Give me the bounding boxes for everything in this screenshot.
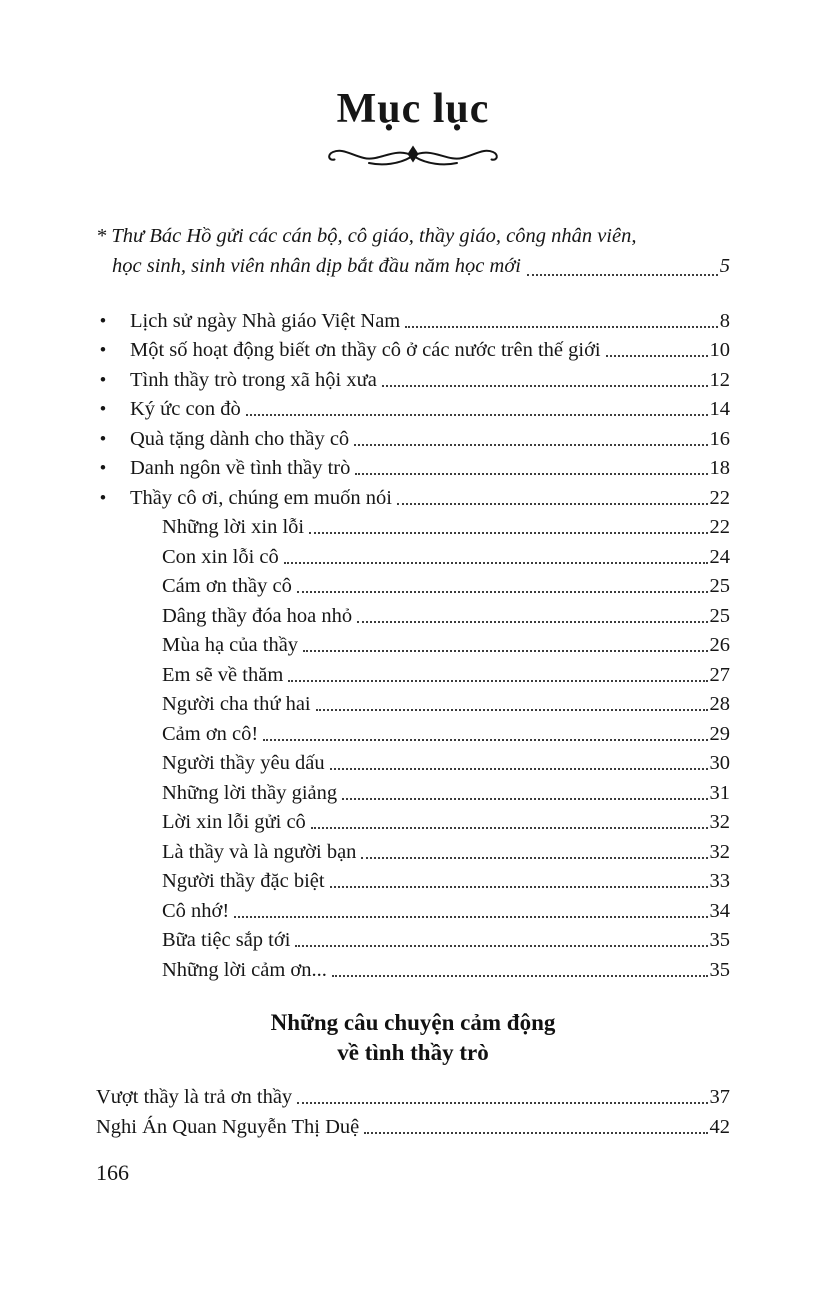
toc-entry-page: 35	[709, 929, 730, 952]
toc-entry	[96, 1109, 730, 1139]
leader-dots	[606, 355, 708, 357]
toc-entry-label: Cám ơn thầy cô	[162, 575, 292, 598]
toc-letter-line2	[96, 252, 730, 281]
toc-subentry	[96, 628, 730, 658]
toc-entry-label: Mùa hạ của thầy	[162, 634, 299, 657]
leader-dots	[284, 562, 708, 564]
toc-entry-label: Tình thầy trò trong xã hội xưa	[130, 368, 377, 391]
leader-dots	[297, 1102, 707, 1104]
toc-entry-label: Quà tặng dành cho thầy cô	[130, 427, 350, 450]
toc-subentry	[96, 657, 730, 687]
toc-entry-label: học sinh, sinh viên nhân dịp bắt đầu năm học mới	[112, 255, 521, 278]
toc-entry-page: 16	[709, 427, 730, 450]
toc-letter-line1: * Thư Bác Hồ gửi các cán bộ, cô giáo, thầy giáo, công nhân viên,	[96, 225, 637, 248]
toc-entry-label: Cảm ơn cô!	[162, 722, 259, 745]
toc-entry-page: 25	[709, 604, 730, 627]
toc-entry-label: Nghi Án Quan Nguyễn Thị Duệ	[96, 1115, 360, 1138]
toc-entry	[96, 451, 730, 481]
page-title: Mục lục	[336, 86, 490, 132]
leader-dots	[397, 503, 708, 505]
toc-subentry	[96, 864, 730, 894]
toc-entry-page: 10	[709, 339, 730, 362]
leader-dots	[311, 827, 708, 829]
toc-subentry	[96, 805, 730, 835]
toc-entry-label: Những lời cảm ơn...	[162, 958, 327, 981]
toc-entry-page: 34	[709, 899, 730, 922]
toc-entry-page: 18	[709, 457, 730, 480]
toc-subentry	[96, 569, 730, 599]
toc-entry-label: Những lời xin lỗi	[162, 516, 305, 539]
section-heading-line2: về tình thầy trò	[337, 1039, 489, 1065]
toc-entry	[96, 421, 730, 451]
toc-entry-label: Bữa tiệc sắp tới	[162, 929, 291, 952]
toc-entry-label: Lịch sử ngày Nhà giáo Việt Nam	[130, 309, 401, 332]
toc-subentry	[96, 598, 730, 628]
bullet-icon: •	[99, 340, 107, 362]
bullet-icon: •	[99, 458, 107, 480]
leader-dots	[332, 975, 708, 977]
toc-entry-label: Vượt thầy là trả ơn thầy	[96, 1086, 293, 1109]
bullet-icon: •	[99, 428, 107, 450]
toc-entry-page: 32	[709, 811, 730, 834]
ornament-divider	[96, 142, 730, 168]
toc-entry	[96, 392, 730, 422]
toc-entry-page: 35	[709, 958, 730, 981]
bullet-icon: •	[99, 399, 107, 421]
toc-list	[96, 303, 730, 982]
toc-entry	[96, 1080, 730, 1110]
toc-entry-page: 5	[719, 255, 730, 278]
section-toc-list	[96, 1080, 730, 1139]
toc-entry-page: 26	[709, 634, 730, 657]
toc-subentry	[96, 834, 730, 864]
leader-dots	[330, 768, 708, 770]
toc-entry-page: 42	[709, 1115, 730, 1138]
leader-dots	[295, 945, 707, 947]
toc-entry-page: 22	[709, 486, 730, 509]
leader-dots	[357, 621, 707, 623]
toc-subentry	[96, 893, 730, 923]
toc-entry	[96, 303, 730, 333]
leader-dots	[364, 1132, 707, 1134]
toc-entry-label: Những lời thầy giảng	[162, 781, 338, 804]
leader-dots	[288, 680, 707, 682]
leader-dots	[297, 591, 708, 593]
toc-entry-label: Em sẽ về thăm	[162, 663, 284, 686]
toc-entry-label: Người thầy yêu dấu	[162, 752, 325, 775]
leader-dots	[342, 798, 707, 800]
toc-subentry	[96, 510, 730, 540]
leader-dots	[355, 473, 707, 475]
leader-dots	[309, 532, 707, 534]
bullet-icon: •	[99, 310, 107, 332]
toc-entry-page: 25	[709, 575, 730, 598]
leader-dots	[246, 414, 708, 416]
toc-letter-entry	[96, 222, 730, 281]
toc-entry-page: 22	[709, 516, 730, 539]
leader-dots	[263, 739, 707, 741]
toc-entry-page: 8	[719, 309, 730, 332]
toc-subentry	[96, 952, 730, 982]
toc-entry-page: 29	[709, 722, 730, 745]
toc-entry-label: Thầy cô ơi, chúng em muốn nói	[130, 486, 392, 509]
toc-entry-page: 24	[709, 545, 730, 568]
toc-entry	[96, 362, 730, 392]
toc-subentry	[96, 716, 730, 746]
toc-entry	[96, 333, 730, 363]
leader-dots	[303, 650, 707, 652]
leader-dots	[234, 916, 707, 918]
toc-entry-page: 14	[709, 398, 730, 421]
leader-dots	[316, 709, 708, 711]
toc-entry-label: Danh ngôn về tình thầy trò	[130, 457, 351, 480]
bullet-icon: •	[99, 487, 107, 509]
toc-entry-label: Cô nhớ!	[162, 899, 230, 922]
toc-entry-page: 33	[709, 870, 730, 893]
toc-entry	[96, 480, 730, 510]
toc-entry-label: Một số hoạt động biết ơn thầy cô ở các nước trên thế giới	[130, 339, 601, 362]
leader-dots	[361, 857, 707, 859]
toc-entry-label: Là thầy và là người bạn	[162, 840, 357, 863]
toc-entry-label: Dâng thầy đóa hoa nhỏ	[162, 604, 353, 627]
toc-entry-label: Con xin lỗi cô	[162, 545, 279, 568]
toc-entry-page: 30	[709, 752, 730, 775]
page-number: 166	[96, 1160, 129, 1185]
toc-entry-page: 12	[709, 368, 730, 391]
toc-entry-page: 28	[709, 693, 730, 716]
toc-entry-label: Ký ức con đò	[130, 398, 241, 421]
toc-entry-label: Người thầy đặc biệt	[162, 870, 325, 893]
toc-entry-page: 27	[709, 663, 730, 686]
leader-dots	[382, 385, 708, 387]
toc-entry-page: 32	[709, 840, 730, 863]
leader-dots	[354, 444, 707, 446]
leader-dots	[405, 326, 718, 328]
toc-entry-label: Lời xin lỗi gửi cô	[162, 811, 306, 834]
toc-entry-page: 31	[709, 781, 730, 804]
toc-subentry	[96, 687, 730, 717]
toc-entry-label: Người cha thứ hai	[162, 693, 311, 716]
leader-dots	[330, 886, 708, 888]
toc-subentry	[96, 775, 730, 805]
toc-entry-page: 37	[709, 1086, 730, 1109]
section-heading	[96, 1008, 730, 1068]
toc-subentry	[96, 539, 730, 569]
toc-subentry	[96, 923, 730, 953]
section-heading-line1: Những câu chuyện cảm động	[270, 1009, 556, 1035]
ornament-flourish-icon	[323, 142, 503, 168]
toc-subentry	[96, 746, 730, 776]
leader-dots	[527, 274, 718, 276]
bullet-icon: •	[99, 369, 107, 391]
